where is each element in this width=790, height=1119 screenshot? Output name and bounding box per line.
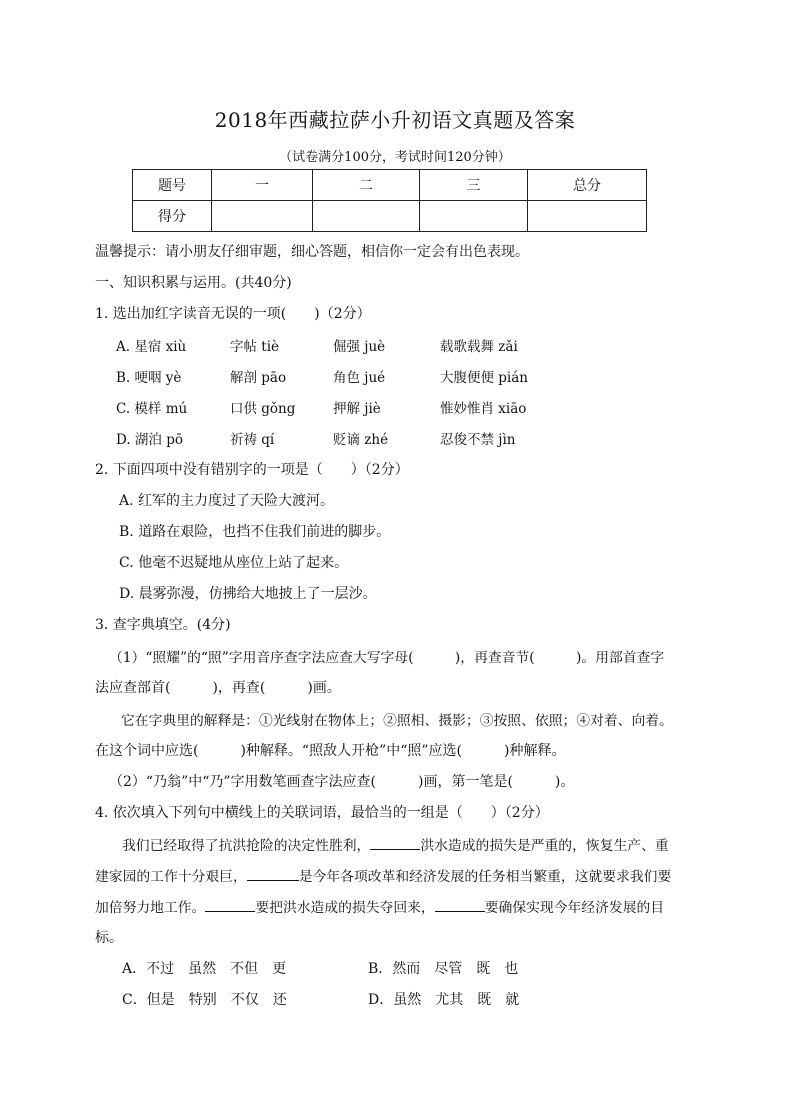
- q4-passage-text: 加倍努力地工作。: [95, 900, 206, 916]
- q1-option-text: 贬谪 zhé: [333, 432, 389, 448]
- question-1-stem: 1. 选出加红字读音无误的一项( )（2分）: [95, 306, 371, 322]
- q1-option-text: 口供 gǒng: [230, 401, 296, 417]
- q1-option-text: 祈祷 qí: [230, 432, 275, 448]
- q1-option-text: 忍俊不禁 jìn: [440, 432, 516, 448]
- table-row: [133, 201, 647, 232]
- q4-choice: A．不过 虽然 不但 更: [122, 961, 287, 977]
- q4-passage-text: 我们已经取得了抗洪抢险的决定性胜利，: [122, 838, 371, 854]
- answer-blank[interactable]: [370, 835, 420, 850]
- table-header-cell: 二: [313, 170, 420, 201]
- score-cell[interactable]: [212, 201, 313, 232]
- q2-option-text: B. 道路在艰险，也挡不住我们前进的脚步。: [119, 524, 391, 540]
- exam-subtitle: （试卷满分100分，考试时间120分钟）: [279, 150, 511, 165]
- q1-option-text: A. 星宿 xiù: [116, 339, 187, 355]
- q4-choice: C．但是 特别 不仅 还: [122, 992, 287, 1008]
- q1-option-text: 角色 jué: [333, 370, 386, 386]
- question-3-stem: 3. 查字典填空。(4分): [95, 617, 231, 633]
- q4-passage-line: [95, 896, 664, 916]
- page-title: 2018年西藏拉萨小升初语文真题及答案: [214, 108, 576, 132]
- answer-blank[interactable]: [247, 866, 299, 881]
- question-4-stem: 4. 依次填入下列句中横线上的关联词语，最恰当的一组是（ ）（2分）: [95, 805, 549, 821]
- score-cell[interactable]: [528, 201, 647, 232]
- q1-option-text: B. 哽咽 yè: [116, 370, 182, 386]
- score-cell[interactable]: [420, 201, 528, 232]
- table-header-cell: 三: [420, 170, 528, 201]
- q3-text-line: 它在字典里的解释是：①光线射在物体上；②照相、摄影；③按照、依照；④对着、向着。: [121, 713, 673, 729]
- table-header-cell: 总分: [528, 170, 647, 201]
- answer-blank[interactable]: [435, 897, 485, 912]
- score-table: [132, 169, 647, 232]
- q1-option-text: 载歌载舞 zǎi: [440, 339, 518, 355]
- q4-passage-text: 建家园的工作十分艰巨，: [95, 869, 247, 885]
- q1-option-text: 字帖 tiè: [230, 339, 280, 355]
- answer-blank[interactable]: [205, 897, 255, 912]
- q3-text-line: （2）“乃翁”中“乃”字用数笔画查字法应查( )画，第一笔是( )。: [109, 774, 575, 790]
- q4-passage-line: [95, 865, 671, 885]
- q4-passage-text: 是今年各项改革和经济发展的任务相当繁重，这就要求我们要: [298, 869, 672, 885]
- q1-option-text: 押解 jiè: [333, 401, 381, 417]
- q1-option-text: 倔强 juè: [333, 339, 386, 355]
- table-row-label: 得分: [133, 201, 212, 232]
- tip-text: 温馨提示：请小朋友仔细审题，细心答题，相信你一定会有出色表现。: [95, 244, 529, 260]
- q3-text-line: 法应查部首( )，再查( )画。: [95, 680, 341, 696]
- q4-choice: D．虽然 尤其 既 就: [368, 992, 520, 1008]
- q1-option-text: D. 湖泊 pō: [116, 432, 183, 448]
- q3-text-line: （1）“照耀”的“照”字用音序查字法应查大写字母( )，再查音节( )。用部首查字: [109, 650, 665, 666]
- q4-choice: B．然而 尽管 既 也: [368, 961, 519, 977]
- table-header-cell: 题号: [133, 170, 212, 201]
- q4-passage-line: 标。: [95, 930, 123, 946]
- table-row: [133, 170, 647, 201]
- q4-passage-text: 要把洪水造成的损失夺回来，: [255, 900, 435, 916]
- q2-option-text: C. 他毫不迟疑地从座位上站了起来。: [119, 555, 349, 571]
- q3-text-line: 在这个词中应选( )种解释。“照敌人开枪”中“照”应选( )种解释。: [95, 743, 566, 759]
- table-header-cell: 一: [212, 170, 313, 201]
- q4-passage-line: [122, 834, 669, 854]
- q1-option-text: 惟妙惟肖 xiāo: [440, 401, 527, 417]
- q2-option-text: A. 红军的主力度过了天险大渡河。: [119, 493, 335, 509]
- q4-passage-text: 洪水造成的损失是严重的，恢复生产、重: [420, 838, 669, 854]
- section-heading: 一、知识积累与运用。(共40分): [95, 275, 292, 291]
- score-cell[interactable]: [313, 201, 420, 232]
- q1-option-text: 大腹便便 pián: [440, 370, 528, 386]
- q1-option-text: 解剖 pāo: [230, 370, 287, 386]
- q2-option-text: D. 晨雾弥漫，仿拂给大地披上了一层沙。: [119, 586, 377, 602]
- q1-option-text: C. 模样 mú: [116, 401, 188, 417]
- q4-passage-text: 要确保实现今年经济发展的目: [484, 900, 665, 916]
- question-2-stem: 2. 下面四项中没有错别字的一项是（ ）（2分）: [95, 462, 409, 478]
